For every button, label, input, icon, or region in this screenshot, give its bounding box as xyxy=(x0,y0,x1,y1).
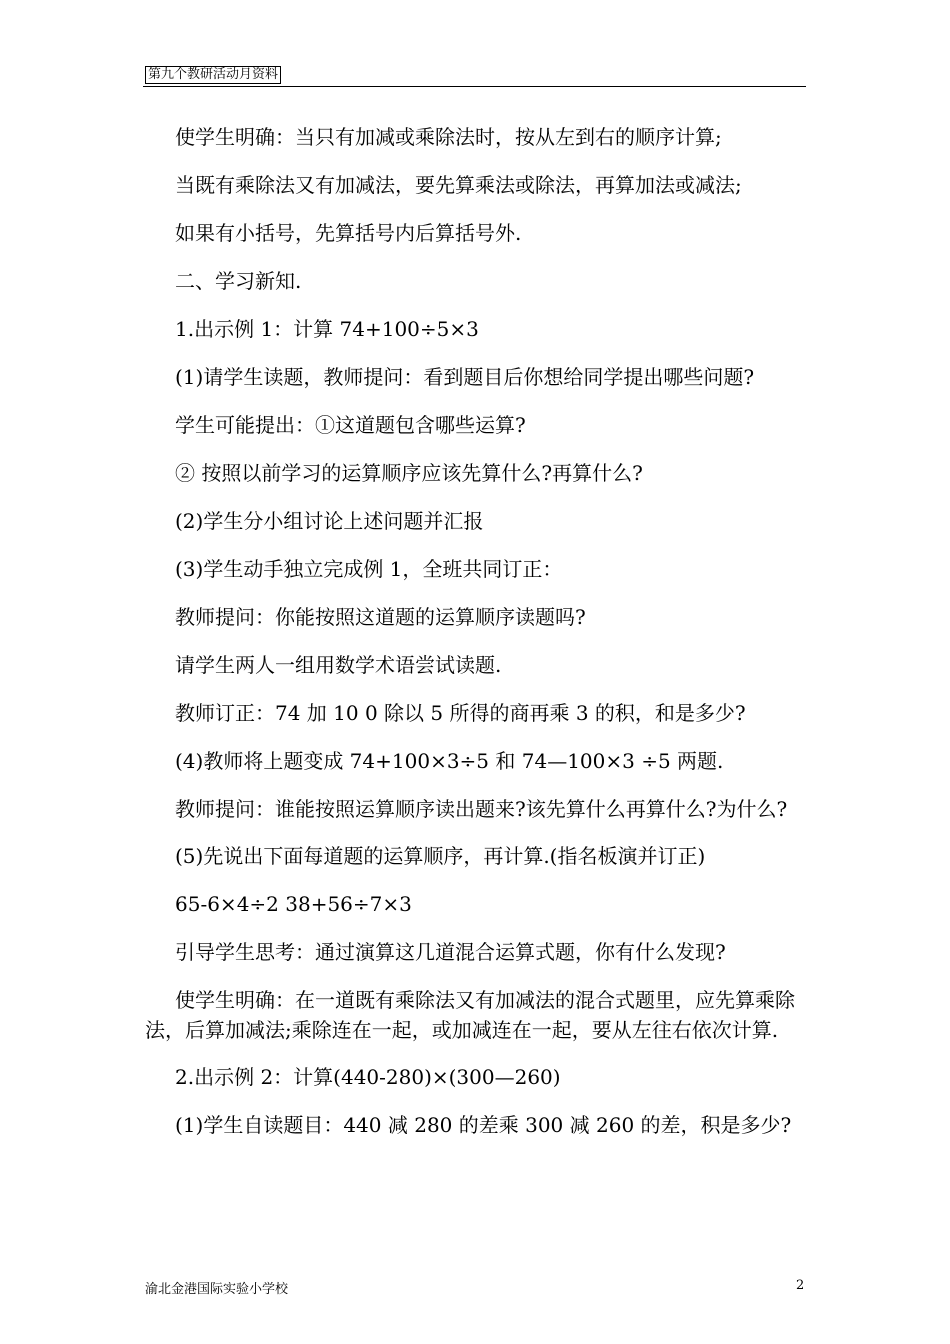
footer-page-number: 2 xyxy=(796,1278,805,1293)
expression-line: 65-6×4÷2 38+56÷7×3 xyxy=(175,892,412,916)
paragraph: 学生可能提出：①这道题包含哪些运算? xyxy=(175,413,526,437)
section-heading: 二、学习新知. xyxy=(175,269,302,293)
paragraph: ② 按照以前学习的运算顺序应该先算什么?再算什么? xyxy=(175,461,643,485)
footer-school: 渝北金港国际实验小学校 xyxy=(145,1282,289,1297)
header-rule xyxy=(143,86,806,87)
paragraph: (5)先说出下面每道题的运算顺序，再计算.(指名板演并订正) xyxy=(175,844,706,868)
paragraph: 教师提问：你能按照这道题的运算顺序读题吗? xyxy=(175,605,586,629)
paragraph: 使学生明确：当只有加减或乘除法时，按从左到右的顺序计算; xyxy=(175,125,722,149)
document-body xyxy=(145,122,810,1158)
paragraph: 教师订正：74 加 10 0 除以 5 所得的商再乘 3 的积，和是多少? xyxy=(175,701,746,725)
header-label: 第九个教研活动月资料 xyxy=(145,66,281,84)
paragraph: 使学生明确：在一道既有乘除法又有加减法的混合式题里，应先算乘除法，后算加减法;乘除连在一起，或加减连在一起，要从左往右依次计算. xyxy=(145,988,795,1042)
paragraph: 引导学生思考：通过演算这几道混合运算式题，你有什么发现? xyxy=(175,940,726,964)
example-title: 1.出示例 1：计算 74+100÷5×3 xyxy=(175,317,479,341)
paragraph: (4)教师将上题变成 74+100×3÷5 和 74—100×3 ÷5 两题. xyxy=(175,749,724,773)
paragraph: (1)学生自读题目：440 减 280 的差乘 300 减 260 的差，积是多少? xyxy=(175,1113,792,1137)
paragraph: (1)请学生读题，教师提问：看到题目后你想给同学提出哪些问题? xyxy=(175,365,755,389)
paragraph: (3)学生动手独立完成例 1，全班共同订正： xyxy=(175,557,563,581)
paragraph: 当既有乘除法又有加减法，要先算乘法或除法，再算加法或减法; xyxy=(175,173,742,197)
example-title: 2.出示例 2：计算(440-280)×(300—260) xyxy=(175,1065,561,1089)
paragraph: 如果有小括号，先算括号内后算括号外. xyxy=(175,221,522,245)
paragraph: 教师提问：谁能按照运算顺序读出题来?该先算什么再算什么?为什么? xyxy=(175,797,788,821)
paragraph: 请学生两人一组用数学术语尝试读题. xyxy=(175,653,502,677)
paragraph: (2)学生分小组讨论上述问题并汇报 xyxy=(175,509,484,533)
